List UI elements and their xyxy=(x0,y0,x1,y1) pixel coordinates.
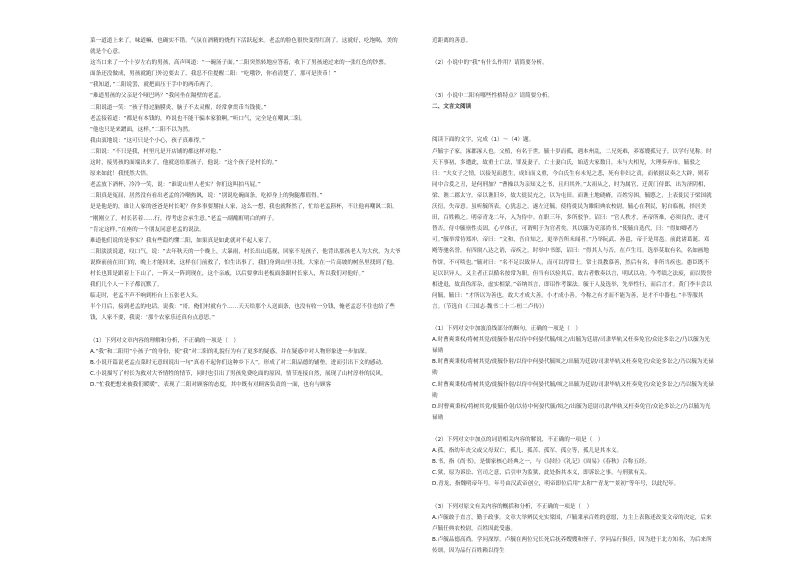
right-column xyxy=(432,36,714,557)
story-paragraph: 原来如此！我恍然大悟。 xyxy=(90,171,152,178)
answer-option-d: D.时曹爽秉权/将树其党/徙毓仆射/以侍中何晏代毓/顷之/出毓为廷尉司隶/毕轨又枉奏免官/众论多讼之/乃以毓为光禄勋 xyxy=(432,403,711,421)
story-paragraph: 我由衷地说：“这可只是个小心，孩子真难得。” xyxy=(90,137,205,144)
answer-option-b: B.书，指《尚书》，是儒家核心经典之一，与《诗经》《礼记》《周易》《春秋》合称五经。 xyxy=(432,459,651,466)
question-stem: （2）下列对文中加点的词语相关内容的解说，不正确的一项是（ ） xyxy=(432,437,604,443)
story-paragraph: “他也只是来蹭面，这样。”二阳不以为然。 xyxy=(90,126,194,133)
classical-passage: 卢毓字子家，涿郡涿人也。父植，有名于世。毓十岁而孤，遇本州乱，二兄死难，养寡嫂孤兄子，以学行见称。时天下事初，多遭此，故重士亡法，罪及妻子。亡士妻白氏，始适夫家数日，未与夫相见，大理奏弃市。毓驳之曰：“夫女子之情，以接见而恩生，成妇而义重，今白氏生有未见之悲，死有非妇之责，而依据议奏之大辟，则若同中合爰之丑，是何刑加？”曹操以为亲知义之书，且归其外。”太祖从之，时为属官，迁黄门侍郎，出为济阴相，梁、谯二郡太守。帝以谯旧乡，故大徙民充之，以为屯田。而谯土地硗瘠，百姓穷困，毓愍之，上表徙民于梁国就沃衍，失帝意。虽听毓所表，心犹恚之，遂左迁毓，使将徙民为睢阳典农校尉。毓心在利民，躬自临视，择居美田，百姓赖之。明帝青龙二年，入为侍中。在职三年，多所驳争。诏曰：“官人秩才，圣帝所难，必须良佐，进可替否。侍中毓禀性贞固，心平体正，可谓明于为官者矣。其以毓为吏部尚书。”使毓自选代，曰：“得如卿者乃可。”毓举常侍郑冲，帝曰：“文和，吾自知之，更举吾所未闻者。”乃举阮武、孙邕，帝于是用邕。前此诸葛诞、邓飏等驰名誉，有四窗八达之诮，帝疾之。时举中书郎，诏曰：“得其人与否，在卢生耳。选举莫取有名，名如画地作饼，不可啖也。”毓对曰：“名不足以致异人，而可以得常士。常士畏教慕善，然后有名，非所当疾也。愚臣既不足以识异人，又主者正以循名按常为职，但当有以验其后。故古者敷奏以言，明试以功。今考绩之法废，而以毁誉相进退，故真伪浑杂，虚实相蒙。”帝纳其言，即诏作考课法。毓于人及选举，先举性行，而后言才。黄门李丰尝以问毓，毓曰：“才所以为善也，故大才成大善，小才成小善。今称之有才而不能为善，是才不中器也。”丰等服其言。（节选自《三国志·魏书二十二·桓二卢传》） xyxy=(432,148,712,310)
story-paragraph: 二阳说道一笑：“孩子得过脑膜炎，脑子不太灵醒，经常拿贯币当钱使。” xyxy=(90,104,267,111)
answer-option-d: D.“忙我把想来被我们暖暖”，表现了二阳对顾客的态度，其中既有对顾客负责的一面，也有与顾客 xyxy=(90,381,332,388)
story-paragraph: 这时，接男孩的面端出来了，他就送给那孩子，他说：“这个孩子是村长的。” xyxy=(90,160,278,167)
left-column xyxy=(90,36,402,391)
story-paragraph: 二阳说：“不只是我，村里凡是开店铺的都这样对他。” xyxy=(90,148,222,155)
question-stem: （3）小说中二阳有哪些性格特点？请简要分析。 xyxy=(432,93,554,100)
question-stem: （3）下列对原文有关内容的概括和分析，不正确的一项是（ ） xyxy=(432,503,593,510)
continued-line: 近距离的善意。 xyxy=(432,38,472,44)
answer-option-b: B.时曹爽秉权/将树其党/徙毓仆射/以侍中何晏代毓顷之/出毓为廷尉/司隶毕轨又枉奏免官/众论多讼之/乃以毓为光禄勋 xyxy=(432,359,714,377)
answer-option-c: C.时曹爽秉权/将树其党/徙毓仆射/以侍中何晏代毓/顷之出毓为廷尉/司隶毕轨又枉奏免官/众论多讼之/乃以毓为光禄勋 xyxy=(432,381,714,399)
story-paragraph: 难道他们说的是事实？我有些隐约懂二阳，如果真是如此就对不起人家了。 xyxy=(90,237,275,244)
answer-option-b: B.小说开篇说老孟点菜时无意间说出一句“真看不起你们这种乡下人”，形成了对二阳品德的铺垫，进而引出下文的感动。 xyxy=(90,359,387,366)
story-paragraph: 老孟接着道：“都是有本钱的，咋说也不能干骗本家狼啊。”听口气，完全是在嘲讽二阳。 xyxy=(90,115,306,122)
story-paragraph: 这当口来了一个十岁左右的男孩，高声叫道：“一碗汤子面。”二阳突然转地应答着，收下了男孩递过来的一张红色的钞票。 xyxy=(90,60,390,67)
answer-option-a: A.时曹爽秉权/将树其党/徙毓仆射/以侍中何晏代毓/顷之/出毓为廷尉/司隶毕轨又枉奏免官/众论多讼之/乃以毓为光禄勋 xyxy=(432,337,710,355)
story-paragraph: 是是他是的，谁让人家的爸爸是村长呢？你多事要掰扯人家，这么一想，我也就释然了，忙给老孟斟杯，不让他再嘲讽二阳。 xyxy=(90,204,398,211)
story-paragraph: 我们几个人一下子都沉默了。 xyxy=(90,282,163,289)
answer-option-a: A.卢毓敢于直言，勤于政事。文章大举辨民充实梁国，卢毓秉承百姓的意愿，力主上表陈述改变文帝的决定，后来卢毓任典农校尉，百姓因此受惠。 xyxy=(432,514,712,532)
story-paragraph: 二阳真是冤屈，居然没有看出老孟的冷嘲热讽，说：“别说吃碗面条，吃掉身上的狗腿都值得。” xyxy=(90,193,323,200)
answer-option-a: A.孤，指幼年丧父或父母双亡，孤儿、孤苦、孤军、孤立等，孤儿是其本义。 xyxy=(432,448,623,455)
reading-instruction: 阅读下面的文字，完成（1）～（4）题。 xyxy=(432,137,535,144)
story-paragraph: 二阳淡淡说道，叹口气，说：“去年秋天的一个晚上，大暴雨，村长出山巡视，回家不见孩子，他背出那孩老人为大伙。为大爷说修前前在田门的，晚上才能回来，这样在门前救了，怕生出事了，我们身到山里寻找。大家在一片高坡的树丛里找到了他。村长也算是跟着上下山了，一阵又一阵到现在，这个亲戚，以后要拿出老板面条跟村长家人，所以我们对他好。” xyxy=(90,248,401,277)
section-title: 二、文言文阅读 xyxy=(432,104,472,111)
answer-option-c: C.小说描写了村长为救对大爷情牲的情节，同时也引出了男孩免费吃面的原因，情节连接自然，展现了山村淳朴的民风。 xyxy=(90,370,387,377)
story-paragraph: 老孟放下酒杯，冷冷一笑，说：“谁说山里人老实？你们这叫拍马屁。” xyxy=(90,182,261,189)
answer-option-c: C.狱，原为诉讼、官司之意，后引申为监狱，此处指其本义，即诉讼之事，与刑狱有关。 xyxy=(432,470,651,477)
answer-option-b: B.卢毓品德高尚，学问深厚。卢毓在两位兄长死后抚养嫂嫂和侄子，学问品行俱佳，因为进于北方知名，为后来所传颂，因为品行百姓赖以得生 xyxy=(432,536,712,554)
story-paragraph: “我知道，”二阳说罢，就把面压于手中的两币两了。 xyxy=(90,82,217,89)
question-stem: （1）下列对文中加波浪线部分的断句，正确的一项是（ ） xyxy=(432,326,581,333)
question-stem: （1）下列对文章内容的理解和分析，不正确的一项是（ ） xyxy=(90,337,239,344)
story-paragraph: 临走时，老孟不声不响到柜台上五张老人头。 xyxy=(90,293,202,300)
story-paragraph: 半个月后，接到老孟的电话，说我：“哥，俺们村就有个……天天给那个人送面条，也没有收一分钱，俺老孟忍不住也给了些钱，人家不要，我说：‘那个农家乐还真有点意思。” xyxy=(90,304,395,322)
story-paragraph: “难道男孩的父亲是个哑巴吗？”我问坐在隔壁的老孟。 xyxy=(90,93,225,100)
story-paragraph: “刚刚立了，村长甚着……行，得考虑会承生意。”老孟一副酩酊明白的样子。 xyxy=(90,215,278,222)
story-paragraph: “肯定这样，”在座的一个朋友同意老孟的说法。 xyxy=(90,226,205,233)
question-stem: （2）小说中的“我”有什么作用？请简要分析。 xyxy=(432,60,548,67)
answer-option-a: A.“我”和二阳用“小孩子”的身份，使“我”对二阳的礼貌行为有了更多的疑惑，并在疑惑中对人物形象进一步加深。 xyxy=(90,348,371,355)
answer-option-d: D.青龙，指魏明帝年号。年号由汉武帝创立，明帝即位后用“太和”“青龙”“景初”等年号，以此纪年。 xyxy=(432,481,680,488)
story-paragraph: 面条还没做成，男孩就跑门外边要去了，我忍不住提醒二阳：“吃哦钞，你看清楚了，那可是贵币！” xyxy=(90,71,337,78)
story-paragraph: 菜一道道上来了，味道嘛，也确实不错。气氛在酒精的烧灼下活跃起来。老孟的脸色很快变得红润了。这就好，吃饱喝，美的就是个心意。 xyxy=(90,38,398,56)
